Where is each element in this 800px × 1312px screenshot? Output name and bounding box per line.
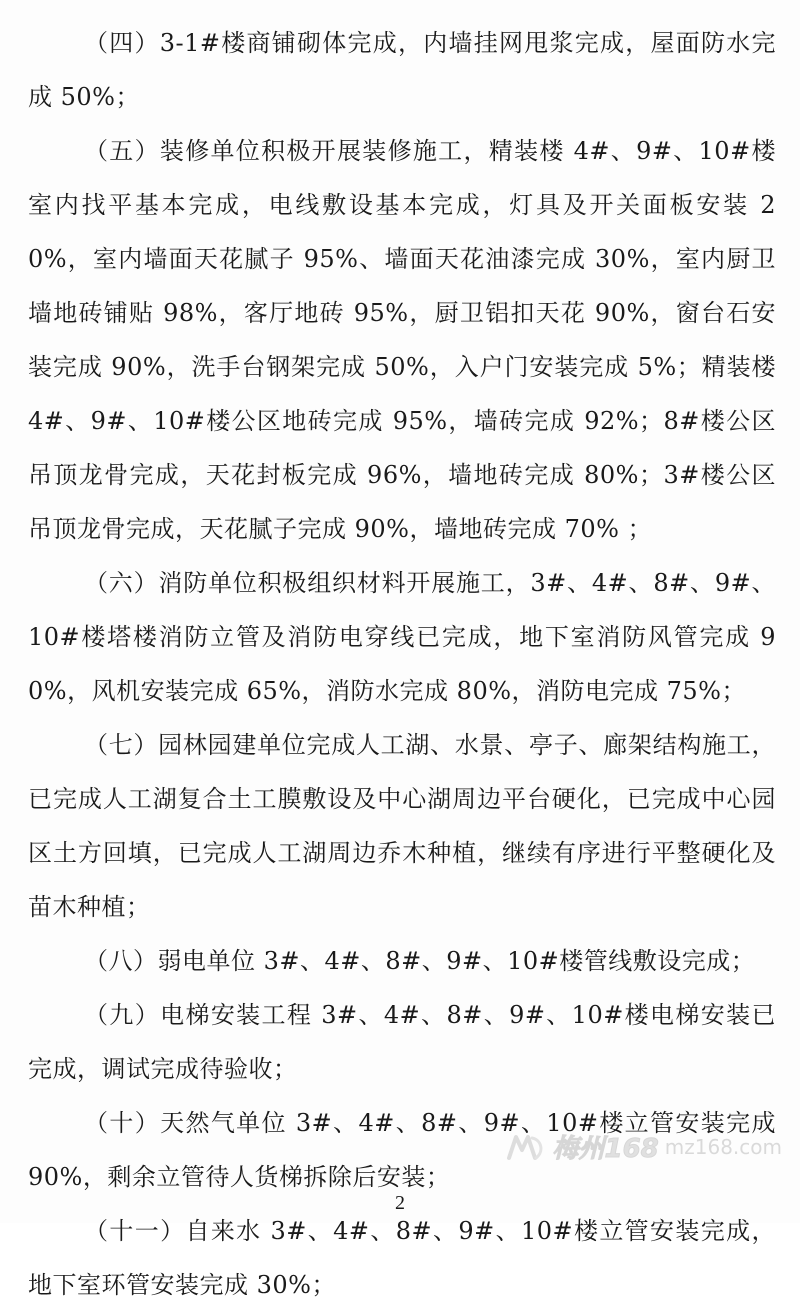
- paragraph-11: （十一）自来水 3#、4#、8#、9#、10#楼立管安装完成，地下室环管安装完成 30%；: [28, 1217, 776, 1299]
- document-body: [28, 16, 776, 1312]
- paragraph-9: （九）电梯安装工程 3#、4#、8#、9#、10#楼电梯安装已完成，调试完成待验收；: [28, 1001, 776, 1083]
- watermark-logo-icon: [506, 1132, 546, 1162]
- paragraph-7: （七）园林园建单位完成人工湖、水景、亭子、廊架结构施工，已完成人工湖复合土工膜敷设及中心湖周边平台硬化，已完成中心园区土方回填，已完成人工湖周边乔木种植，继续有序进行平整硬化及苗木种植；: [28, 731, 776, 921]
- paragraph-6: （六）消防单位积极组织材料开展施工，3#、4#、8#、9#、10#楼塔楼消防立管及消防电穿线已完成，地下室消防风管完成 90%，风机安装完成 65%，消防水完成 80%，消防电完成 75%；: [28, 569, 776, 705]
- watermark: [506, 1128, 782, 1165]
- paragraph-4: （四）3-1#楼商铺砌体完成，内墙挂网甩浆完成，屋面防水完成 50%；: [28, 29, 776, 111]
- paragraph-5: （五）装修单位积极开展装修施工，精装楼 4#、9#、10#楼室内找平基本完成，电线敷设基本完成，灯具及开关面板安装 20%，室内墙面天花腻子 95%、墙面天花油漆完成 30%，室内厨卫墙地砖铺贴 98%，客厅地砖 95%，厨卫铝扣天花 90%，窗台石安装完成 90%，洗手台钢架完成 50%，入户门安装完成 5%；精装楼 4#、9#、10#楼公区地砖完成 95%，墙砖完成 92%；8#楼公区吊顶龙骨完成，天花封板完成 96%，墙地砖完成 80%；3#楼公区吊顶龙骨完成，天花腻子完成 90%，墙地砖完成 70% ；: [28, 137, 776, 543]
- watermark-brand: 梅州168: [552, 1134, 659, 1164]
- page-number: 2: [395, 1192, 405, 1214]
- paragraph-8: （八）弱电单位 3#、4#、8#、9#、10#楼管线敷设完成；: [84, 947, 756, 975]
- paragraph-10: （十）天然气单位 3#、4#、8#、9#、10#楼立管安装完成 90%，剩余立管待人货梯拆除后安装；: [28, 1109, 776, 1191]
- watermark-site: mz168.com: [664, 1134, 782, 1159]
